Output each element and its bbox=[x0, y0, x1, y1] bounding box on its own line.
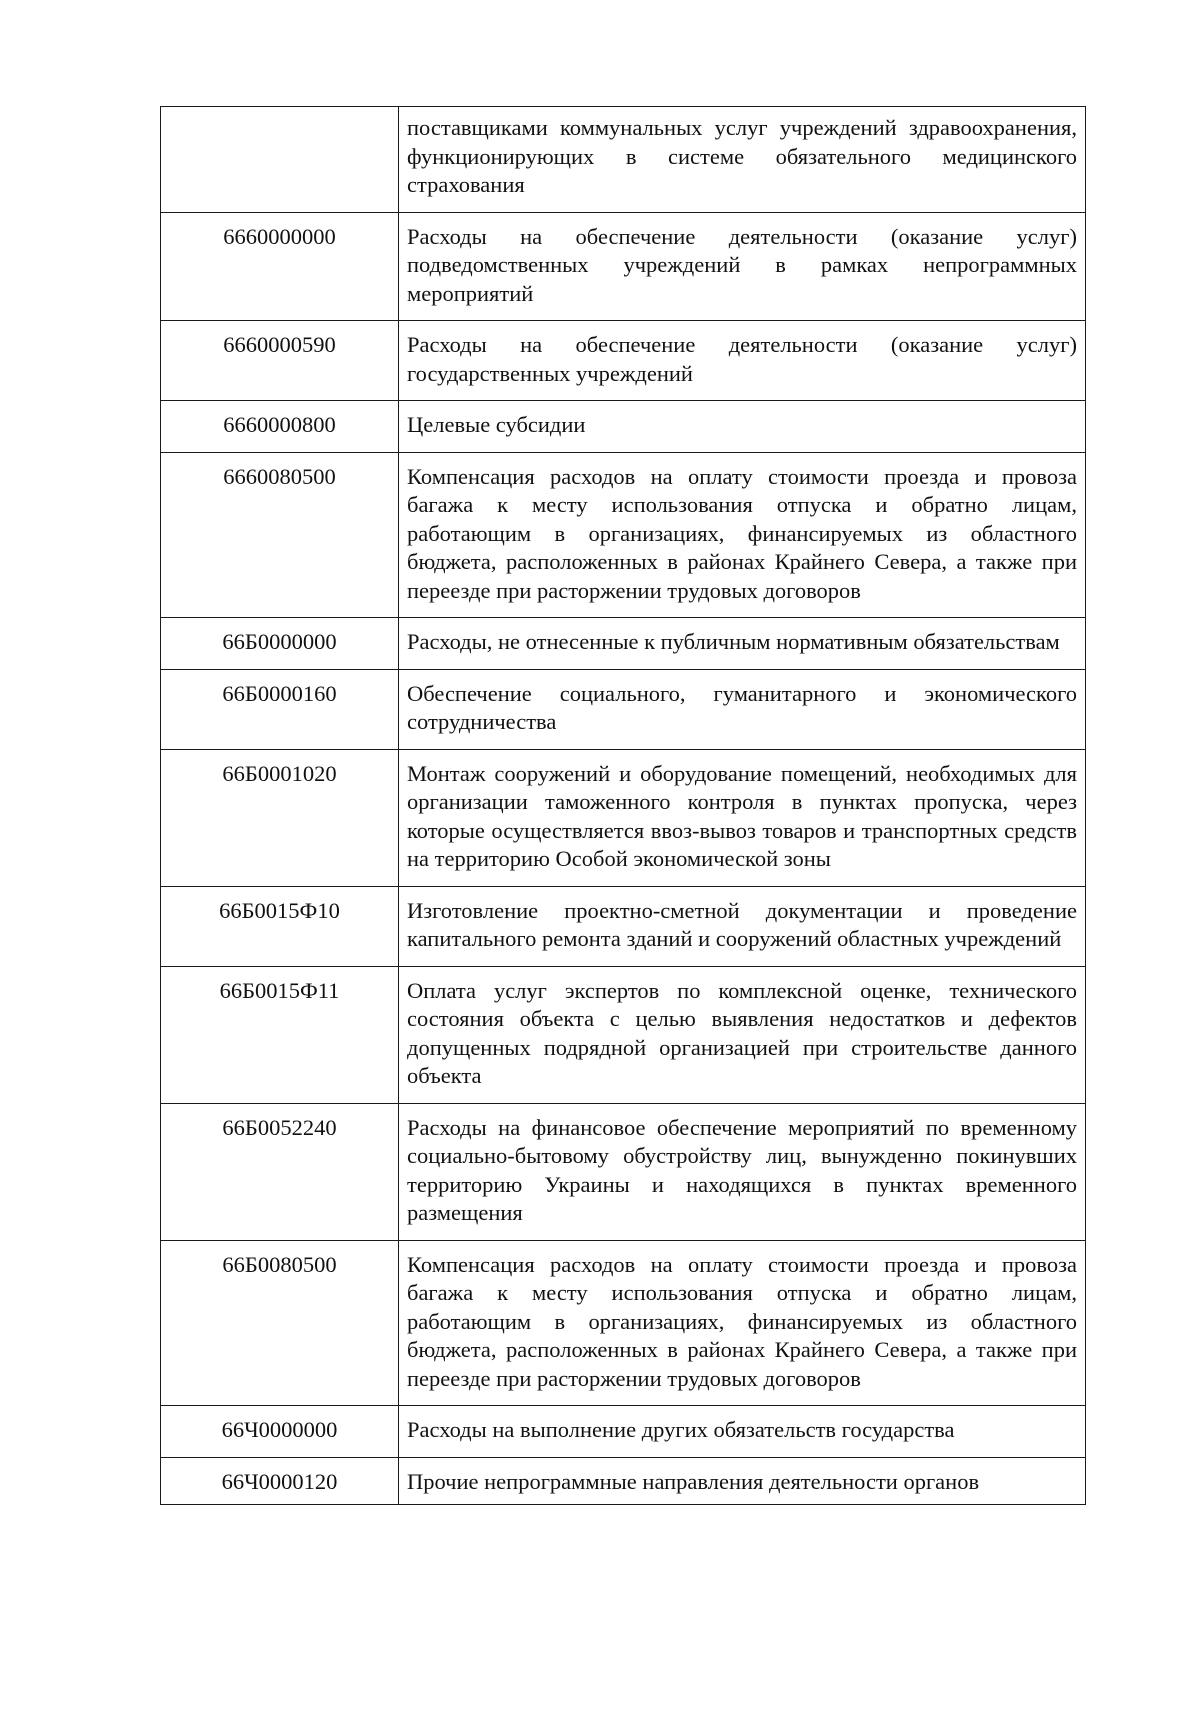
budget-classification-table bbox=[160, 106, 1086, 1505]
description-cell: Целевые субсидии bbox=[399, 401, 1086, 453]
table-row bbox=[161, 618, 1086, 670]
table-row bbox=[161, 749, 1086, 886]
code-cell: 6660000000 bbox=[161, 212, 399, 321]
description-cell: Компенсация расходов на оплату стоимости проезда и провоза багажа к месту использования отпуска и обратно лицам, работающим в организациях, финансируемых из областного бюджета, расположенных в районах Крайнего Севера, а также при переезде при расторжении трудовых договоров bbox=[399, 1240, 1086, 1406]
description-cell: Оплата услуг экспертов по комплексной оценке, технического состояния объекта с целью выявления недостатков и дефектов допущенных подрядной организацией при строительстве данного объекта bbox=[399, 966, 1086, 1103]
code-cell: 66Ч0000120 bbox=[161, 1457, 399, 1505]
description-cell: Расходы на обеспечение деятельности (оказание услуг) государственных учреждений bbox=[399, 321, 1086, 401]
description-cell: Изготовление проектно-сметной документации и проведение капитального ремонта зданий и сооружений областных учреждений bbox=[399, 886, 1086, 966]
code-cell: 66Б0015Ф10 bbox=[161, 886, 399, 966]
description-cell: Расходы на выполнение других обязательств государства bbox=[399, 1406, 1086, 1458]
code-cell bbox=[161, 107, 399, 213]
table-row bbox=[161, 669, 1086, 749]
description-cell: поставщиками коммунальных услуг учреждений здравоохранения, функционирующих в системе обязательного медицинского страхования bbox=[399, 107, 1086, 213]
table-row bbox=[161, 966, 1086, 1103]
table-row bbox=[161, 452, 1086, 618]
description-cell: Компенсация расходов на оплату стоимости проезда и провоза багажа к месту использования отпуска и обратно лицам, работающим в организациях, финансируемых из областного бюджета, расположенных в районах Крайнего Севера, а также при переезде при расторжении трудовых договоров bbox=[399, 452, 1086, 618]
code-cell: 66Б0000160 bbox=[161, 669, 399, 749]
code-cell: 66Б0015Ф11 bbox=[161, 966, 399, 1103]
table-row bbox=[161, 212, 1086, 321]
code-cell: 6660000590 bbox=[161, 321, 399, 401]
table-row bbox=[161, 1103, 1086, 1240]
table-row bbox=[161, 1406, 1086, 1458]
code-cell: 66Б0080500 bbox=[161, 1240, 399, 1406]
table-row bbox=[161, 107, 1086, 213]
description-cell: Монтаж сооружений и оборудование помещений, необходимых для организации таможенного контроля в пунктах пропуска, через которые осуществляется ввоз-вывоз товаров и транспортных средств на территорию Особой экономической зоны bbox=[399, 749, 1086, 886]
code-cell: 66Б0000000 bbox=[161, 618, 399, 670]
code-cell: 66Б0001020 bbox=[161, 749, 399, 886]
code-cell: 6660000800 bbox=[161, 401, 399, 453]
table-row bbox=[161, 1240, 1086, 1406]
table-row bbox=[161, 886, 1086, 966]
description-cell: Обеспечение социального, гуманитарного и экономического сотрудничества bbox=[399, 669, 1086, 749]
table-row bbox=[161, 401, 1086, 453]
code-cell: 66Б0052240 bbox=[161, 1103, 399, 1240]
table-row bbox=[161, 321, 1086, 401]
description-cell: Расходы, не отнесенные к публичным нормативным обязательствам bbox=[399, 618, 1086, 670]
description-cell: Расходы на финансовое обеспечение мероприятий по временному социально-бытовому обустройству лиц, вынужденно покинувших территорию Украины и находящихся в пунктах временного размещения bbox=[399, 1103, 1086, 1240]
code-cell: 66Ч0000000 bbox=[161, 1406, 399, 1458]
description-cell: Расходы на обеспечение деятельности (оказание услуг) подведомственных учреждений в рамках непрограммных мероприятий bbox=[399, 212, 1086, 321]
table-row bbox=[161, 1457, 1086, 1505]
code-cell: 6660080500 bbox=[161, 452, 399, 618]
description-cell: Прочие непрограммные направления деятельности органов bbox=[399, 1457, 1086, 1505]
